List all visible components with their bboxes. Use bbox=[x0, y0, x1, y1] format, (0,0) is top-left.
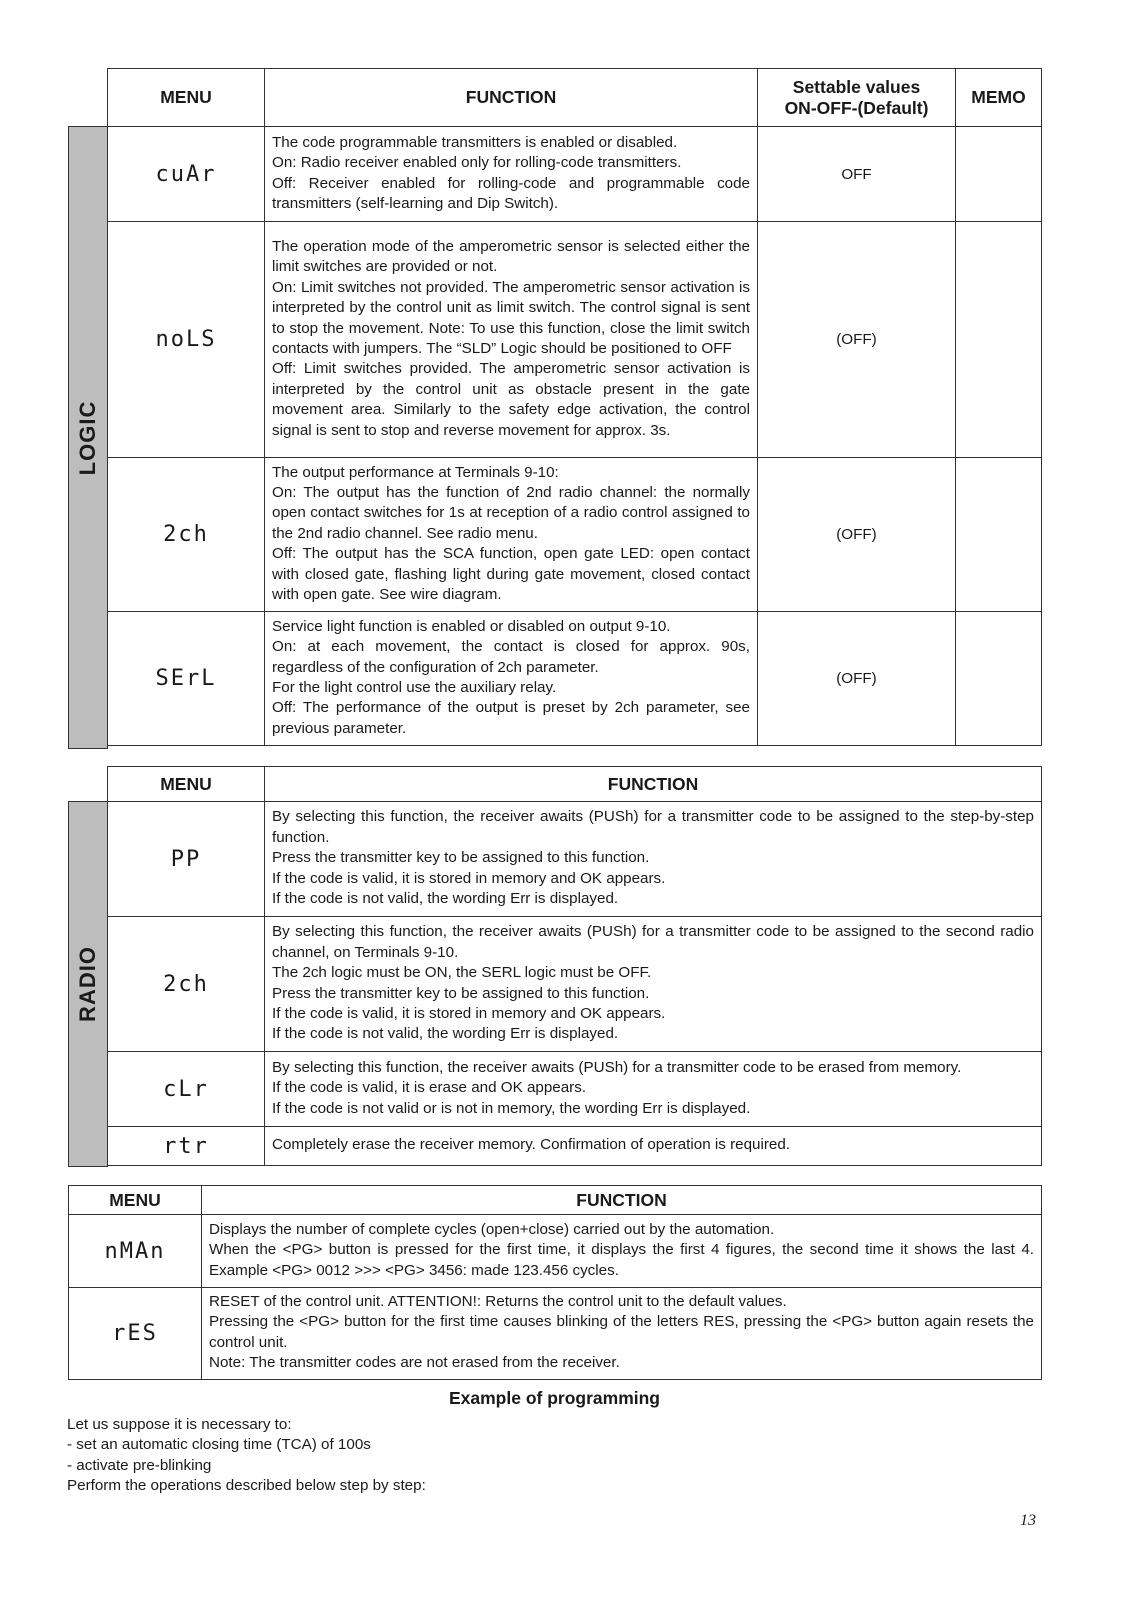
menu-header: MENU bbox=[69, 1186, 202, 1215]
function-description: The operation mode of the amperometric sensor is selected either the limit switches are provided or not. On: Limit switches not provided. The amperometric sensor activation is interpreted by the control unit as limit switch. The control signal is sent to stop the movement. Note: To use this function, close the limit switch contacts with jumpers. The “SLD” Logic should be positioned to OFF Off: Limit switches provided. The amperometric sensor activation is interpreted by the control unit as obstacle present in the gate movement area. Similarly to the safety edge activation, the control signal is sent to stop and reverse movement for approx. 3s. bbox=[265, 222, 758, 458]
logic-header-row bbox=[108, 69, 1042, 127]
radio-row bbox=[108, 917, 1042, 1052]
function-description: By selecting this function, the receiver awaits (PUSh) for a transmitter code to be assigned to the second radio channel, on Terminals 9-10. The 2ch logic must be ON, the SERL logic must be OFF. Press the transmitter key to be assigned to this function. If the code is valid, it is stored in memory and OK appears. If the code is not valid, the wording Err is displayed. bbox=[265, 917, 1042, 1052]
memo-cell bbox=[956, 458, 1042, 612]
radio-table bbox=[107, 766, 1042, 1166]
memo-header: MEMO bbox=[956, 69, 1042, 127]
function-description: The output performance at Terminals 9-10: On: The output has the function of 2nd radio channel: the normally open contact switches for 1s at reception of a radio control assigned to the 2nd radio channel. See radio menu. Off: The output has the SCA function, open gate LED: open contact with closed gate, flashing light during gate movement, closed contact with open gate. See wire diagram. bbox=[265, 458, 758, 612]
menu-code: rES bbox=[69, 1288, 202, 1380]
radio-section-label: RADIO bbox=[68, 801, 108, 1167]
menu-header: MENU bbox=[108, 69, 265, 127]
settable-value: (OFF) bbox=[758, 222, 956, 458]
example-title: Example of programming bbox=[448, 1388, 660, 1408]
menu-code: SErL bbox=[108, 612, 265, 746]
example-text: Let us suppose it is necessary to: - set an automatic closing time (TCA) of 100s - activate pre-blinking Perform the operations described below step by step: bbox=[67, 1416, 426, 1495]
settable-value: (OFF) bbox=[758, 612, 956, 746]
memo-cell bbox=[956, 127, 1042, 222]
logic-row bbox=[108, 127, 1042, 222]
function-header: FUNCTION bbox=[265, 767, 1042, 802]
memo-cell bbox=[956, 612, 1042, 746]
other-row bbox=[69, 1215, 1042, 1288]
radio-row bbox=[108, 802, 1042, 917]
menu-code: cLr bbox=[108, 1052, 265, 1127]
other-row bbox=[69, 1288, 1042, 1380]
menu-code: 2ch bbox=[108, 917, 265, 1052]
menu-code: cuAr bbox=[108, 127, 265, 222]
function-description: Service light function is enabled or disabled on output 9-10. On: at each movement, the contact is closed for approx. 90s, regardless of the configuration of 2ch parameter. For the light control use the auxiliary relay. Off: The performance of the output is preset by 2ch parameter, see previous parameter. bbox=[265, 612, 758, 746]
logic-row bbox=[108, 458, 1042, 612]
radio-header-row bbox=[108, 767, 1042, 802]
settable-value: (OFF) bbox=[758, 458, 956, 612]
menu-header: MENU bbox=[108, 767, 265, 802]
function-description: RESET of the control unit. ATTENTION!: Returns the control unit to the default values. Pressing the <PG> button for the first time causes blinking of the letters RES, pressing the <PG> button again resets the control unit. Note: The transmitter codes are not erased from the receiver. bbox=[202, 1288, 1042, 1380]
settable-value: OFF bbox=[758, 127, 956, 222]
logic-row bbox=[108, 612, 1042, 746]
menu-code: nMAn bbox=[69, 1215, 202, 1288]
menu-code: noLS bbox=[108, 222, 265, 458]
logic-row bbox=[108, 222, 1042, 458]
other-table bbox=[68, 1185, 1042, 1380]
radio-row bbox=[108, 1127, 1042, 1166]
function-description: Displays the number of complete cycles (open+close) carried out by the automation. When the <PG> button is pressed for the first time, it displays the first 4 figures, the second time it shows the last 4. Example <PG> 0012 >>> <PG> 3456: made 123.456 cycles. bbox=[202, 1215, 1042, 1288]
function-description: By selecting this function, the receiver awaits (PUSh) for a transmitter code to be assigned to the step-by-step function. Press the transmitter key to be assigned to this function. If the code is valid, it is stored in memory and OK appears. If the code is not valid, the wording Err is displayed. bbox=[265, 802, 1042, 917]
values-header: Settable values ON-OFF-(Default) bbox=[758, 69, 956, 127]
page-number: 13 bbox=[1020, 1512, 1036, 1529]
function-header: FUNCTION bbox=[265, 69, 758, 127]
menu-code: 2ch bbox=[108, 458, 265, 612]
function-description: Completely erase the receiver memory. Confirmation of operation is required. bbox=[265, 1127, 1042, 1166]
radio-row bbox=[108, 1052, 1042, 1127]
function-description: By selecting this function, the receiver awaits (PUSh) for a transmitter code to be erased from memory. If the code is valid, it is erase and OK appears. If the code is not valid or is not in memory, the wording Err is displayed. bbox=[265, 1052, 1042, 1127]
other-header-row bbox=[69, 1186, 1042, 1215]
menu-code: rtr bbox=[108, 1127, 265, 1166]
memo-cell bbox=[956, 222, 1042, 458]
logic-section-label: LOGIC bbox=[68, 126, 108, 749]
logic-table bbox=[107, 68, 1042, 746]
function-header: FUNCTION bbox=[202, 1186, 1042, 1215]
function-description: The code programmable transmitters is enabled or disabled. On: Radio receiver enabled only for rolling-code transmitters. Off: Receiver enabled for rolling-code and programmable code transmitters (self-learning and Dip Switch). bbox=[265, 127, 758, 222]
menu-code: PP bbox=[108, 802, 265, 917]
